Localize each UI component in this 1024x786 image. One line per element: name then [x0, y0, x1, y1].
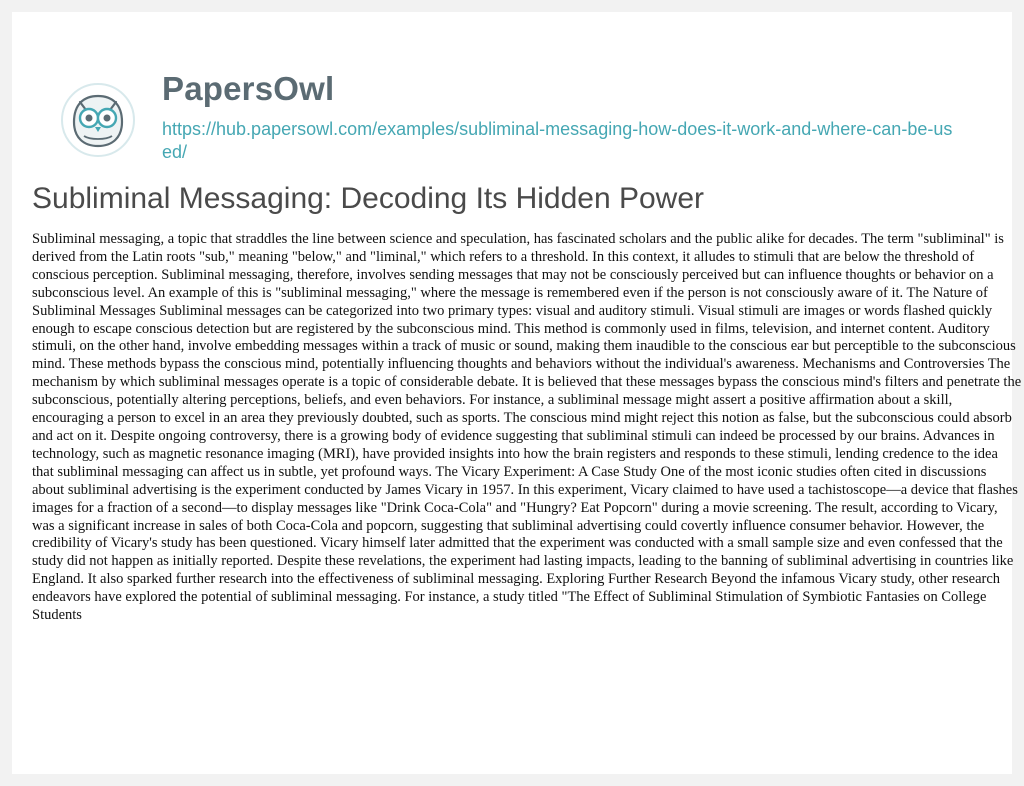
article-body: Subliminal messaging, a topic that straddles the line between science and speculation, has fascinated scholars and the public alike for decades. The term "subliminal" is derived from the Latin roots "sub," meaning "below," and "liminal," which refers to a threshold. In this context, it alludes to stimuli that are below the threshold of conscious perception. Subliminal messaging, therefore, involves sending messages that may not be consciously perceived but can influence thoughts or behavior on a subconscious level. An example of this is "subliminal messaging," where the message is remembered even if the person is not consciously aware of it. The Nature of Subliminal Messages Subliminal messages can be categorized into two primary types: visual and auditory stimuli. Visual stimuli are images or words flashed quickly enough to escape conscious detection but are registered by the subconscious mind. This method is commonly used in films, television, and internet content. Auditory stimuli, on the other hand, involve embedding messages within a track of music or sound, making them inaudible to the conscious ear but perceptible to the subconscious mind. These methods bypass the conscious mind, potentially influencing thoughts and behaviors without the individual's awareness. Mechanisms and Controversies The mechanism by which subliminal messages operate is a topic of considerable debate. It is believed that these messages bypass the conscious mind's filters and penetrate the subconscious, potentially altering perceptions, beliefs, and even behaviors. For instance, a subliminal message might assert a positive affirmation about a skill, encouraging a person to excel in an area they previously doubted, such as sports. The conscious mind might reject this notion as false, but the subconscious could absorb and act on it. Despite ongoing controversy, there is a growing body of evidence suggesting that subliminal stimuli can indeed be processed by our brains. Advances in technology, such as magnetic resonance imaging (MRI), have provided insights into how the brain registers and responds to these stimuli, lending credence to the idea that subliminal messaging can affect us in subtle, yet profound ways. The Vicary Experiment: A Case Study One of the most iconic studies often cited in discussions about subliminal advertising is the experiment conducted by James Vicary in 1957. In this experiment, Vicary claimed to have used a tachistoscope—a device that flashes images for a fraction of a second—to display messages like "Drink Coca-Cola" and "Hungry? Eat Popcorn" during a movie screening. The result, according to Vicary, was a significant increase in sales of both Coca-Cola and popcorn, suggesting that subliminal advertising could covertly influence consumer behavior. However, the credibility of Vicary's study has been questioned. Vicary himself later admitted that the experiment was conducted with a small sample size and even confessed that the study did not happen as initially reported. Despite these revelations, the experiment had lasting impacts, leading to the banning of subliminal advertising in countries like England. It also sparked further research into the effectiveness of subliminal messaging. Exploring Further Research Beyond the infamous Vicary study, other research endeavors have explored the potential of subliminal messaging. For instance, a study titled "The Effect of Subliminal Stimulation of Symbiotic Fantasies on College Students: [32, 231, 1022, 624]
article-title: Subliminal Messaging: Decoding Its Hidden Power: [32, 182, 705, 215]
brand-name: PapersOwl: [162, 70, 335, 107]
owl-logo-icon: [60, 82, 136, 158]
document-page: [12, 12, 1022, 774]
source-url-link[interactable]: https://hub.papersowl.com/examples/subliminal-messaging-how-does-it-work-and-where-can-be-used/: [162, 119, 953, 162]
